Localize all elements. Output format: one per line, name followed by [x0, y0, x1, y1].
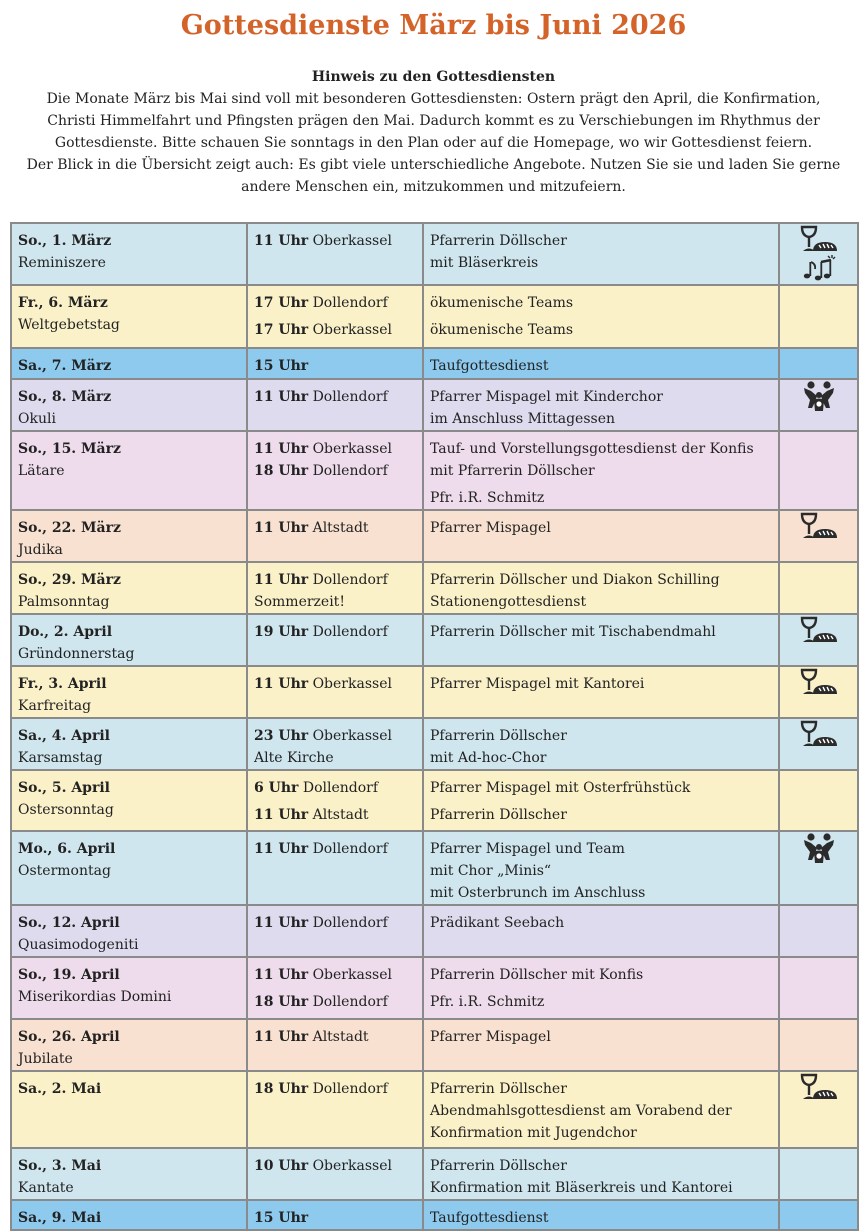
- icon-cell: [779, 957, 858, 1019]
- service-place: Oberkassel: [312, 728, 392, 744]
- service-name: Weltgebetstag: [18, 317, 120, 333]
- service-place: Dollendorf: [312, 994, 388, 1010]
- service-row: [11, 431, 858, 510]
- service-row: [11, 348, 858, 379]
- service-name: Kantate: [18, 1180, 74, 1196]
- time-line: [254, 991, 416, 1013]
- time-cell: [247, 379, 423, 431]
- service-time: 11 Uhr: [254, 1029, 309, 1045]
- time-line: [254, 292, 416, 314]
- service-date: So., 1. März: [18, 233, 112, 249]
- intro-line: Die Monate März bis Mai sind voll mit besonderen Gottesdiensten: Ostern prägt den April, die Konfirmation,: [46, 91, 821, 107]
- communion-chalice-bread-icon: [799, 224, 839, 254]
- description-line: im Anschluss Mittagessen: [430, 411, 616, 427]
- time-line: [254, 838, 416, 860]
- communion-chalice-bread-icon: [799, 615, 839, 645]
- service-place: Altstadt: [312, 1029, 369, 1045]
- time-line: [254, 673, 416, 695]
- icon-cell: [779, 718, 858, 770]
- service-time: 15 Uhr: [254, 1210, 309, 1226]
- time-cell: [247, 1071, 423, 1148]
- service-name: Ostersonntag: [18, 802, 114, 818]
- time-cell: [247, 770, 423, 831]
- service-time: 23 Uhr: [254, 728, 309, 744]
- description-line: Pfarrerin Döllscher und Diakon Schilling: [430, 572, 720, 588]
- time-line: [254, 438, 416, 460]
- time-cell: [247, 348, 423, 379]
- service-time: 11 Uhr: [254, 441, 309, 457]
- description-line: Pfr. i.R. Schmitz: [430, 490, 545, 506]
- time-note: Alte Kirche: [254, 750, 334, 766]
- description-cell: [423, 718, 779, 770]
- page-title: Gottesdienste März bis Juni 2026: [180, 10, 687, 41]
- icon-cell: [779, 1200, 858, 1230]
- service-name: Okuli: [18, 411, 56, 427]
- description-line: mit Ad-hoc-Chor: [430, 750, 547, 766]
- service-time: 11 Uhr: [254, 676, 309, 692]
- icon-cell: [779, 770, 858, 831]
- description-line: Pfarrerin Döllscher mit Konfis: [430, 967, 644, 983]
- service-row: [11, 831, 858, 905]
- service-time: 11 Uhr: [254, 572, 309, 588]
- date-cell: [11, 770, 247, 831]
- time-line: [254, 912, 416, 934]
- description-line: Taufgottesdienst: [430, 358, 549, 374]
- date-cell: [11, 831, 247, 905]
- service-name: Karfreitag: [18, 698, 92, 714]
- description-line: Pfarrerin Döllscher: [430, 1081, 567, 1097]
- time-cell: [247, 957, 423, 1019]
- service-time: 11 Uhr: [254, 807, 309, 823]
- time-line: [254, 517, 416, 539]
- time-line: [254, 777, 416, 799]
- time-cell: [247, 510, 423, 562]
- date-cell: [11, 510, 247, 562]
- service-row: [11, 379, 858, 431]
- intro-line: Der Blick in die Übersicht zeigt auch: Es gibt viele unterschiedliche Angebote. Nutzen Sie sie und laden Sie gerne: [26, 157, 841, 173]
- service-time: 11 Uhr: [254, 233, 309, 249]
- date-cell: [11, 666, 247, 718]
- description-line: ökumenische Teams: [430, 322, 574, 338]
- icon-cell: [779, 1071, 858, 1148]
- family-children-icon: [802, 380, 836, 414]
- description-cell: [423, 957, 779, 1019]
- description-cell: [423, 510, 779, 562]
- date-cell: [11, 348, 247, 379]
- time-line: [254, 1207, 416, 1229]
- service-date: Sa., 2. Mai: [18, 1081, 102, 1097]
- service-place: Dollendorf: [312, 463, 388, 479]
- description-line: Pfarrer Mispagel mit Kantorei: [430, 676, 645, 692]
- icon-cell: [779, 510, 858, 562]
- intro-text: [10, 66, 857, 198]
- description-line: Konfirmation mit Jugendchor: [430, 1125, 637, 1141]
- service-row: [11, 957, 858, 1019]
- date-cell: [11, 1200, 247, 1230]
- service-time: 11 Uhr: [254, 520, 309, 536]
- communion-chalice-bread-icon: [799, 667, 839, 697]
- description-line: Pfarrer Mispagel: [430, 1029, 551, 1045]
- time-line: [254, 319, 416, 341]
- service-date: So., 8. März: [18, 389, 112, 405]
- service-row: [11, 562, 858, 614]
- service-place: Oberkassel: [312, 233, 392, 249]
- description-cell: [423, 1071, 779, 1148]
- intro-line: Gottesdienste. Bitte schauen Sie sonntags in den Plan oder auf die Homepage, wo wir Gottesdienst feiern.: [54, 135, 813, 151]
- family-children-icon: [802, 832, 836, 866]
- time-line: [254, 355, 416, 377]
- date-cell: [11, 957, 247, 1019]
- music-notes-icon: [802, 254, 836, 284]
- description-line: Pfarrer Mispagel mit Kinderchor: [430, 389, 663, 405]
- service-name: Palmsonntag: [18, 594, 110, 610]
- time-line: [254, 804, 416, 826]
- description-line: Pfr. i.R. Schmitz: [430, 994, 545, 1010]
- description-line: Pfarrerin Döllscher: [430, 233, 567, 249]
- time-cell: [247, 1148, 423, 1200]
- service-time: 11 Uhr: [254, 967, 309, 983]
- service-place: Dollendorf: [312, 841, 388, 857]
- service-row: [11, 614, 858, 666]
- icon-cell: [779, 666, 858, 718]
- service-table: [10, 222, 859, 1231]
- service-row: [11, 285, 858, 348]
- description-line: mit Osterbrunch im Anschluss: [430, 885, 646, 901]
- time-cell: [247, 223, 423, 285]
- service-date: So., 22. März: [18, 520, 121, 536]
- service-row: [11, 718, 858, 770]
- date-cell: [11, 285, 247, 348]
- service-date: Mo., 6. April: [18, 841, 116, 857]
- service-row: [11, 1200, 858, 1230]
- description-cell: [423, 348, 779, 379]
- icon-cell: [779, 1148, 858, 1200]
- time-line: [254, 621, 416, 643]
- description-line: mit Bläserkreis: [430, 255, 539, 271]
- time-cell: [247, 1019, 423, 1071]
- description-line: ökumenische Teams: [430, 295, 574, 311]
- description-line: Prädikant Seebach: [430, 915, 565, 931]
- date-cell: [11, 379, 247, 431]
- icon-cell: [779, 562, 858, 614]
- service-place: Dollendorf: [312, 295, 388, 311]
- service-row: [11, 1148, 858, 1200]
- description-line: Abendmahlsgottesdienst am Vorabend der: [430, 1103, 732, 1119]
- service-date: So., 26. April: [18, 1029, 120, 1045]
- service-row: [11, 510, 858, 562]
- time-line: [254, 964, 416, 986]
- service-date: Fr., 3. April: [18, 676, 107, 692]
- description-line: Pfarrerin Döllscher: [430, 807, 567, 823]
- service-name: Ostermontag: [18, 863, 111, 879]
- communion-chalice-bread-icon: [799, 1072, 839, 1102]
- service-place: Dollendorf: [302, 780, 379, 796]
- description-line: Taufgottesdienst: [430, 1210, 549, 1226]
- service-time: 11 Uhr: [254, 841, 309, 857]
- time-line: [254, 1026, 416, 1048]
- service-time: 18 Uhr: [254, 994, 309, 1010]
- icon-cell: [779, 905, 858, 957]
- date-cell: [11, 718, 247, 770]
- service-place: Dollendorf: [312, 915, 388, 931]
- service-place: Dollendorf: [312, 1081, 388, 1097]
- time-note: Sommerzeit!: [254, 594, 345, 610]
- service-date: So., 12. April: [18, 915, 120, 931]
- date-cell: [11, 1148, 247, 1200]
- communion-chalice-bread-icon: [799, 719, 839, 749]
- service-place: Oberkassel: [312, 1158, 392, 1174]
- description-cell: [423, 223, 779, 285]
- service-row: [11, 1071, 858, 1148]
- service-date: So., 19. April: [18, 967, 120, 983]
- service-place: Dollendorf: [312, 389, 388, 405]
- description-line: mit Pfarrerin Döllscher: [430, 463, 595, 479]
- service-place: Altstadt: [312, 807, 369, 823]
- service-place: Oberkassel: [312, 676, 392, 692]
- service-row: [11, 223, 858, 285]
- service-date: Sa., 7. März: [18, 358, 112, 374]
- service-date: So., 15. März: [18, 441, 121, 457]
- intro-line: Christi Himmelfahrt und Pfingsten prägen den Mai. Dadurch kommt es zu Verschiebungen im Rhythmus der: [47, 113, 820, 129]
- time-line: [254, 725, 416, 747]
- service-name: Jubilate: [18, 1051, 73, 1067]
- time-cell: [247, 1200, 423, 1230]
- description-cell: [423, 614, 779, 666]
- icon-cell: [779, 285, 858, 348]
- description-line: Pfarrerin Döllscher mit Tischabendmahl: [430, 624, 716, 640]
- description-cell: [423, 379, 779, 431]
- description-line: Stationengottesdienst: [430, 594, 587, 610]
- intro-heading: Hinweis zu den Gottesdiensten: [311, 69, 556, 85]
- icon-cell: [779, 223, 858, 285]
- service-name: Karsamstag: [18, 750, 103, 766]
- service-name: Reminiszere: [18, 255, 106, 271]
- time-line: [254, 230, 416, 252]
- time-line: [254, 386, 416, 408]
- service-date: Sa., 4. April: [18, 728, 110, 744]
- description-line: Pfarrerin Döllscher: [430, 728, 567, 744]
- service-row: [11, 666, 858, 718]
- date-cell: [11, 1071, 247, 1148]
- service-row: [11, 770, 858, 831]
- icon-cell: [779, 348, 858, 379]
- icon-cell: [779, 431, 858, 510]
- description-cell: [423, 831, 779, 905]
- date-cell: [11, 1019, 247, 1071]
- description-line: Pfarrer Mispagel und Team: [430, 841, 625, 857]
- icon-cell: [779, 1019, 858, 1071]
- service-name: Judika: [18, 542, 63, 558]
- description-cell: [423, 431, 779, 510]
- date-cell: [11, 905, 247, 957]
- service-row: [11, 905, 858, 957]
- time-cell: [247, 285, 423, 348]
- date-cell: [11, 431, 247, 510]
- description-line: mit Chor „Minis“: [430, 863, 552, 879]
- communion-chalice-bread-icon: [799, 511, 839, 541]
- service-date: Fr., 6. März: [18, 295, 108, 311]
- time-cell: [247, 905, 423, 957]
- service-date: So., 3. Mai: [18, 1158, 102, 1174]
- time-cell: [247, 718, 423, 770]
- service-row: [11, 1019, 858, 1071]
- time-line: [254, 1078, 416, 1100]
- time-line: [254, 1155, 416, 1177]
- time-line: [254, 569, 416, 591]
- service-date: Do., 2. April: [18, 624, 113, 640]
- description-cell: [423, 562, 779, 614]
- service-place: Altstadt: [312, 520, 369, 536]
- service-time: 18 Uhr: [254, 1081, 309, 1097]
- description-line: Pfarrer Mispagel mit Osterfrühstück: [430, 780, 691, 796]
- description-line: Tauf- und Vorstellungsgottesdienst der Konfis: [430, 441, 754, 457]
- service-time: 15 Uhr: [254, 358, 309, 374]
- description-cell: [423, 770, 779, 831]
- service-time: 17 Uhr: [254, 295, 309, 311]
- service-place: Oberkassel: [312, 322, 392, 338]
- time-cell: [247, 831, 423, 905]
- service-time: 19 Uhr: [254, 624, 309, 640]
- service-name: Gründonnerstag: [18, 646, 135, 662]
- service-time: 17 Uhr: [254, 322, 309, 338]
- service-place: Oberkassel: [312, 441, 392, 457]
- service-date: Sa., 9. Mai: [18, 1210, 102, 1226]
- description-cell: [423, 666, 779, 718]
- description-cell: [423, 1019, 779, 1071]
- icon-cell: [779, 614, 858, 666]
- service-place: Oberkassel: [312, 967, 392, 983]
- description-line: Konfirmation mit Bläserkreis und Kantorei: [430, 1180, 733, 1196]
- time-cell: [247, 562, 423, 614]
- icon-cell: [779, 831, 858, 905]
- service-name: Miserikordias Domini: [18, 989, 172, 1005]
- service-date: So., 5. April: [18, 780, 110, 796]
- description-cell: [423, 1148, 779, 1200]
- service-time: 11 Uhr: [254, 389, 309, 405]
- service-date: So., 29. März: [18, 572, 121, 588]
- time-cell: [247, 666, 423, 718]
- service-time: 10 Uhr: [254, 1158, 309, 1174]
- service-place: Dollendorf: [312, 624, 388, 640]
- service-time: 11 Uhr: [254, 915, 309, 931]
- date-cell: [11, 562, 247, 614]
- description-cell: [423, 1200, 779, 1230]
- icon-cell: [779, 379, 858, 431]
- date-cell: [11, 223, 247, 285]
- description-cell: [423, 905, 779, 957]
- time-cell: [247, 431, 423, 510]
- service-name: Lätare: [18, 463, 65, 479]
- intro-line: andere Menschen ein, mitzukommen und mitzufeiern.: [241, 179, 626, 195]
- description-cell: [423, 285, 779, 348]
- service-name: Quasimodogeniti: [18, 937, 139, 953]
- service-place: Dollendorf: [312, 572, 388, 588]
- time-cell: [247, 614, 423, 666]
- description-line: Pfarrerin Döllscher: [430, 1158, 567, 1174]
- service-time: 6 Uhr: [254, 780, 299, 796]
- description-line: Pfarrer Mispagel: [430, 520, 551, 536]
- service-time: 18 Uhr: [254, 463, 309, 479]
- time-line: [254, 460, 416, 482]
- date-cell: [11, 614, 247, 666]
